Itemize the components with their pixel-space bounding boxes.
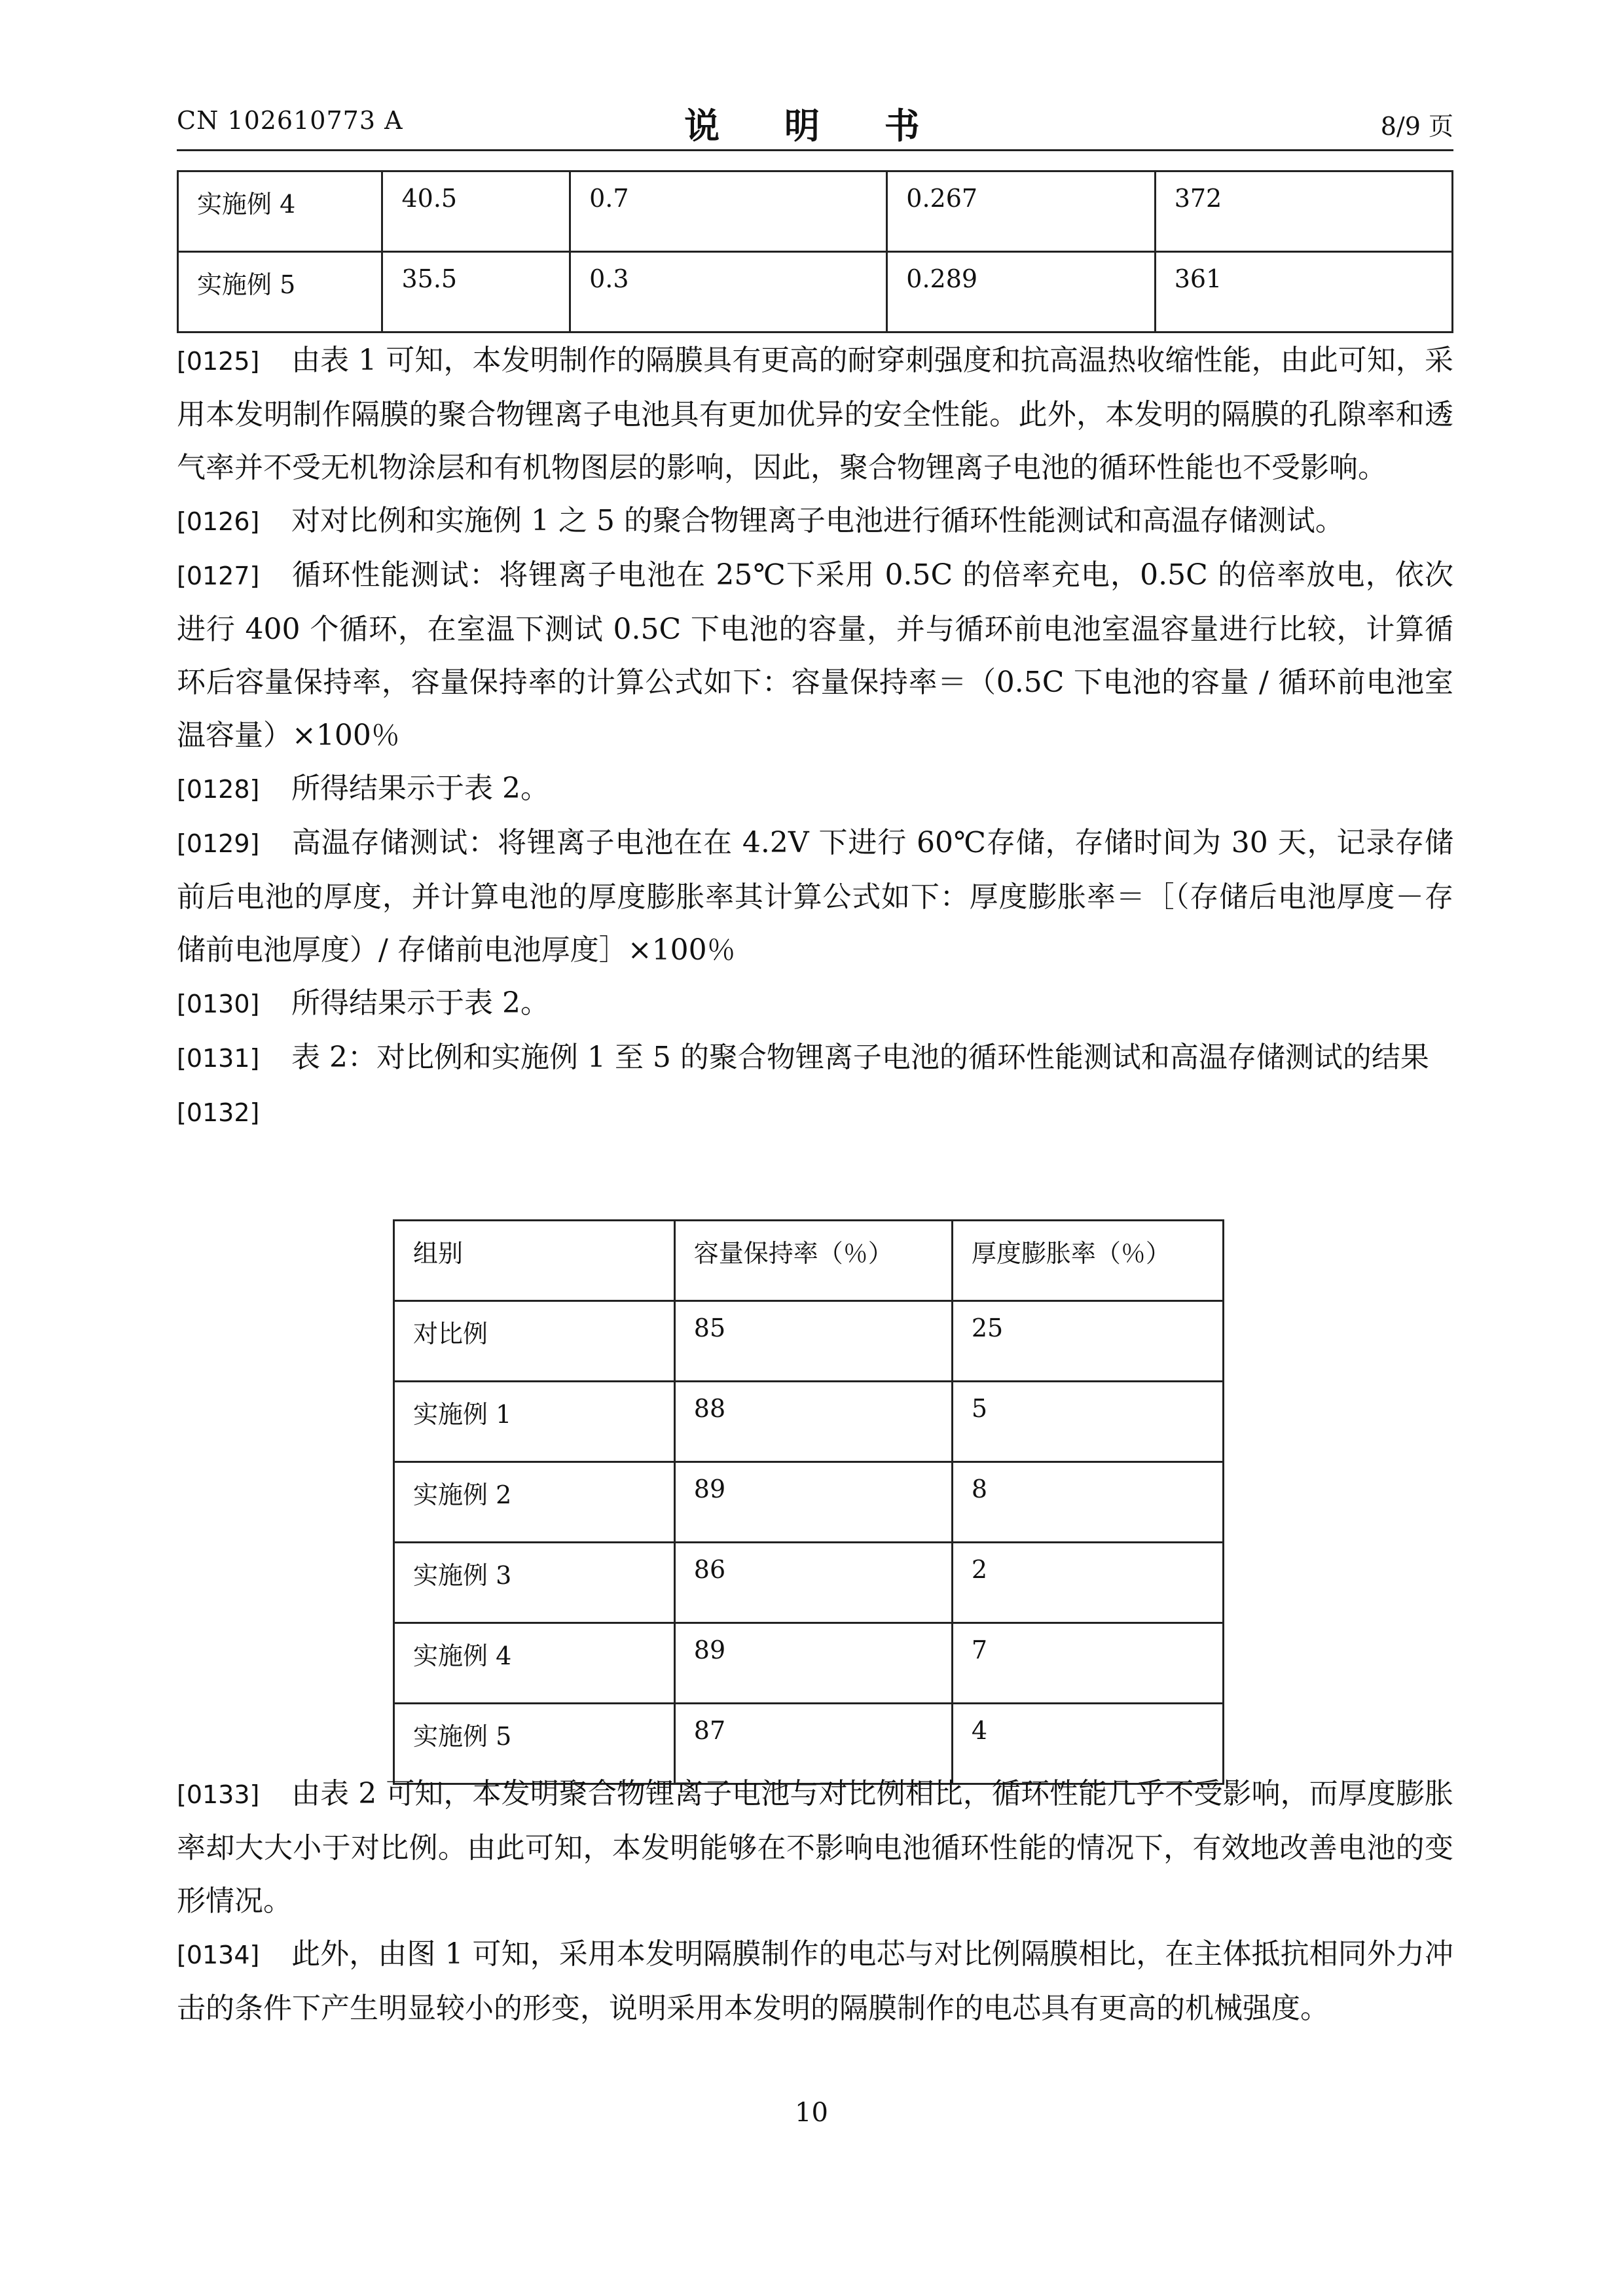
table-cell: 35.5 [382,252,570,332]
page-number: 10 [795,2098,828,2128]
page-indicator: 8/9 页 [1380,112,1453,141]
paragraph-text: 由表 1 可知，本发明制作的隔膜具有更高的耐穿刺强度和抗高温热收缩性能，由此可知，采用本发明制作隔膜的聚合物锂离子电池具有更加优异的安全性能。此外，本发明的隔膜的孔隙率和透气率并不受无机物涂层和有机物图层的影响，因此，聚合物锂离子电池的循环性能也不受影响。 [177,344,1453,484]
paragraph-number: [0126] [177,507,260,536]
table-cell: 87 [674,1704,952,1784]
paragraph-text: 由表 2 可知，本发明聚合物锂离子电池与对比例相比，循环性能几乎不受影响，而厚度膨胀率却大大小于对比例。由此可知，本发明能够在不影响电池循环性能的情况下，有效地改善电池的变形情况。 [177,1777,1453,1918]
paragraph-text: 循环性能测试：将锂离子电池在 25℃下采用 0.5C 的倍率充电，0.5C 的倍率放电，依次进行 400 个循环，在室温下测试 0.5C 下电池的容量，并与循环前电池室温容量进行比较，计算循环后容量保持率，容量保持率的计算公式如下：容量保持率＝（0.5C 下电池的容量 / 循环前电池室温容量）×100％ [177,558,1453,752]
table-row [394,1382,1224,1462]
table-cell: 40.5 [382,171,570,252]
body-text [177,334,1453,1139]
table-cell: 86 [674,1543,952,1623]
table-cell: 4 [952,1704,1223,1784]
table-cell: 88 [674,1382,952,1462]
paragraph [177,1767,1453,1928]
table-cell: 25 [952,1301,1223,1382]
paragraph [177,762,1453,816]
table-row [394,1301,1224,1382]
paragraph-text: 高温存储测试：将锂离子电池在在 4.2V 下进行 60℃存储，存储时间为 30 天，记录存储前后电池的厚度，并计算电池的厚度膨胀率其计算公式如下：厚度膨胀率＝［（存储后电池厚度－存储前电池厚度）/ 存储前电池厚度］×100％ [177,826,1453,967]
paragraph [177,494,1453,548]
paragraph-number: [0134] [177,1941,260,1969]
paragraph [177,1928,1453,2035]
paragraph [177,1085,1453,1139]
paragraph-text: 所得结果示于表 2。 [291,986,549,1020]
table-cell: 实施例 2 [394,1462,675,1543]
table-cell: 89 [674,1462,952,1543]
table-cell: 实施例 5 [178,252,382,332]
paragraph-text: 对对比例和实施例 1 之 5 的聚合物锂离子电池进行循环性能测试和高温存储测试。 [291,504,1344,537]
body-text-continued [177,1767,1453,2035]
table-cell: 7 [952,1623,1223,1704]
table-2 [393,1219,1224,1785]
table-row [178,252,1453,332]
table-row [394,1462,1224,1543]
table-cell: 实施例 1 [394,1382,675,1462]
table-cell: 0.7 [570,171,887,252]
table-cell: 0.267 [887,171,1155,252]
table-cell: 实施例 4 [178,171,382,252]
document-title: 说 明 书 [684,105,946,147]
paragraph [177,548,1453,762]
table-cell: 89 [674,1623,952,1704]
table-row [178,171,1453,252]
header-rule [177,149,1453,151]
paragraph-text: 此外，由图 1 可知，采用本发明隔膜制作的电芯与对比例隔膜相比，在主体抵抗相同外力冲击的条件下产生明显较小的形变，说明采用本发明的隔膜制作的电芯具有更高的机械强度。 [177,1937,1453,2025]
table-cell: 0.3 [570,252,887,332]
table-header-row [394,1221,1224,1301]
paragraph [177,977,1453,1031]
table-header-cell: 组别 [394,1221,675,1301]
paragraph-number: [0131] [177,1044,260,1073]
table-cell: 2 [952,1543,1223,1623]
table-cell: 对比例 [394,1301,675,1382]
table-row [394,1623,1224,1704]
paragraph-number: [0133] [177,1780,260,1809]
paragraph-number: [0125] [177,347,260,376]
patent-number: CN 102610773 A [177,106,403,135]
paragraph-text: 所得结果示于表 2。 [291,772,549,805]
paragraph-number: [0129] [177,829,260,858]
paragraph [177,1031,1453,1085]
paragraph-number: [0130] [177,990,260,1018]
paragraph-number: [0127] [177,562,260,590]
paragraph-text: 表 2：对比例和实施例 1 至 5 的聚合物锂离子电池的循环性能测试和高温存储测试的结果 [291,1041,1429,1074]
paragraph [177,334,1453,494]
table-header-cell: 厚度膨胀率（％） [952,1221,1223,1301]
table-cell: 0.289 [887,252,1155,332]
table-cell: 361 [1155,252,1452,332]
table-cell: 5 [952,1382,1223,1462]
paragraph [177,816,1453,977]
paragraph-number: [0128] [177,775,260,804]
table-cell: 实施例 3 [394,1543,675,1623]
table-cell: 372 [1155,171,1452,252]
table-cell: 实施例 5 [394,1704,675,1784]
table-1-continued [177,170,1453,333]
table-cell: 实施例 4 [394,1623,675,1704]
table-header-cell: 容量保持率（％） [674,1221,952,1301]
page-header [177,98,1453,147]
table-row [394,1543,1224,1623]
table-cell: 8 [952,1462,1223,1543]
paragraph-number: [0132] [177,1098,260,1127]
table-cell: 85 [674,1301,952,1382]
